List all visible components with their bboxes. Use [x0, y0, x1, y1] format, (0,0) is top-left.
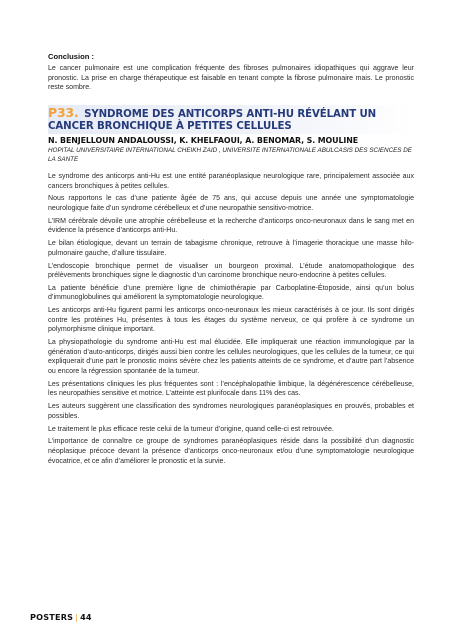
abstract-authors: N. BENJELLOUN ANDALOUSSI, K. KHELFAOUI, A. BENOMAR, S. MOULINE [48, 136, 359, 146]
abstract-paragraph: Les anticorps anti-Hu figurent parmi les anticorps onco-neuronaux les mieux caractérisés à ce jour. Ils sont dirigés contre les protéines Hu, présentes à tous les étages du système nerveux, ce qui profère à ce syndrome un polymorphisme clinique important. [48, 307, 414, 334]
abstract-code: P33. [48, 104, 79, 120]
abstract-paragraph: L’IRM cérébrale dévoile une atrophie cérébelleuse et la recherche d’anticorps onco-neuronaux dans le sang met en évidence la présence d’anticorps anti-Hu. [48, 217, 414, 235]
abstract-affiliation: HOPITAL UNIVERSITAIRE INTERNATIONAL CHEIKH ZAID , UNIVERSITE INTERNATIONALE ABULCASIS DES SCIENCES DE LA SANTE [48, 147, 413, 163]
abstract-paragraph: La patiente bénéficie d’une première ligne de chimiothérapie par Carboplatine-Étoposide, ainsi qu’un bolus d’immunoglobulines qui améliorent la symptomatologie neurologique. [48, 284, 414, 302]
footer-section-label: POSTERS [30, 612, 74, 622]
abstract-paragraph: L’endoscopie bronchique permet de visualiser un bourgeon proximal. L’étude anatomopathologique des prélèvements bronchiques signe le diagnostic d’un carcinome bronchique neuro-endocrine à petites cellules. [48, 262, 414, 280]
abstract-section [48, 105, 414, 466]
abstract-title-block [48, 105, 414, 134]
abstract-paragraph: Les présentations cliniques les plus fréquentes sont : l’encéphalopathie limbique, la dégénérescence cérébelleuse, les neuropathies sensitive et motrice. L’atteinte est plurifocale dans 11% des cas. [48, 380, 414, 398]
conclusion-heading: Conclusion : [48, 52, 94, 61]
abstract-paragraph: Le syndrome des anticorps anti-Hu est une entité paranéoplasique neurologique rare, principalement associée aux cancers bronchiques à petites cellules. [48, 173, 414, 190]
page-content [48, 52, 414, 469]
abstract-paragraph: Nous rapportons le cas d’une patiente âgée de 75 ans, qui accuse depuis une année une symptomatologie neurologique faite d’un syndrome cérébelleux et d’une neuropathie sensitivo-motrice. [48, 195, 414, 212]
footer-page-number: 44 [80, 612, 92, 622]
abstract-title [48, 104, 414, 133]
abstract-paragraph: La physiopathologie du syndrome anti-Hu est mal élucidée. Elle impliquerait une réaction immunologique par la génération d’auto-anticorps, dirigés aussi bien contre les cellules neurologiques, que les cellules de la tumeur, ce qui expliquerait d’une part le pronostic moins sévère chez les patients atteints de ce syndrome, et d’autre part l’absence ou encore la régression spontanée de la tumeur. [48, 339, 414, 375]
abstract-paragraph: L’importance de connaître ce groupe de syndromes paranéoplasiques réside dans la possibilité d’un diagnostic néoplasique précoce devant la présence d’anticorps onco-neuronaux et/ou d’une symptomatologie neurologique évocatrice, et ce afin d’améliorer le pronostic et la survie. [48, 438, 414, 465]
abstract-title-text: SYNDROME DES ANTICORPS ANTI-HU RÉVÉLANT UN CANCER BRONCHIQUE À PETITES CELLULES [48, 108, 377, 132]
abstract-paragraph: Le traitement le plus efficace reste celui de la tumeur d’origine, quand celle-ci est retrouvée. [48, 425, 334, 433]
abstract-paragraph: Les auteurs suggèrent une classification des syndromes neurologiques paranéoplasiques en prouvés, probables et possibles. [48, 403, 414, 420]
abstract-paragraph: Le bilan étiologique, devant un terrain de tabagisme chronique, retrouve à l’imagerie thoracique une masse hilo-pulmonaire gauche, d’allure tissulaire. [48, 240, 414, 257]
conclusion-text: Le cancer pulmonaire est une complication fréquente des fibroses pulmonaires idiopathiques qui aggrave leur pronostic. La prise en charge thérapeutique est faisable en tenant compte la fibrose pulmonaire mais. Le pronostic reste sombre. [48, 65, 414, 92]
conclusion-section [48, 52, 414, 93]
page-footer [30, 612, 92, 622]
footer-separator: | [75, 612, 79, 622]
